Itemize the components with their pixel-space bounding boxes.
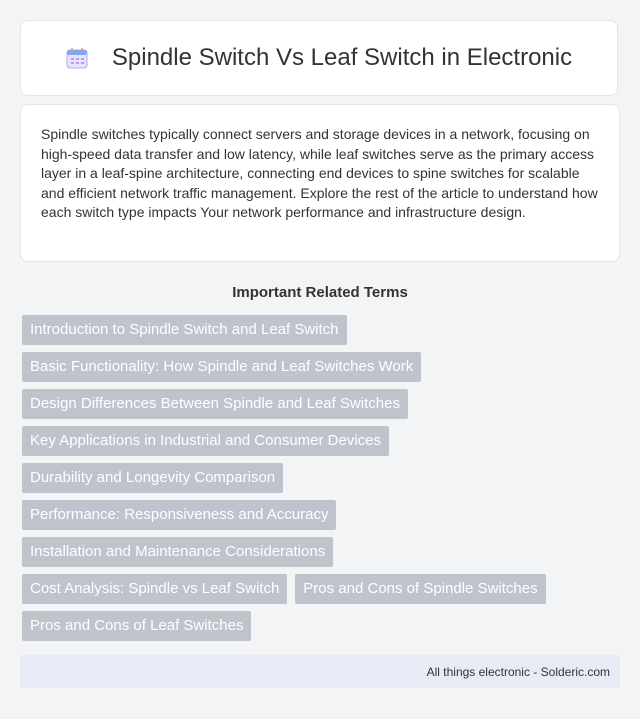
footer [20,655,620,688]
related-term-tag[interactable]: Installation and Maintenance Considerations [22,537,333,567]
summary-text: Spindle switches typically connect servers and storage devices in a network, focusing on high-speed data transfer and low latency, while leaf switches serve as the primary access layer in a leaf-spine architecture, connecting end devices to spine switches for scalable and efficient network traffic management. Explore the rest of the article to understand how each switch type impacts Your network performance and infrastructure design. [41,126,598,220]
related-term-tag[interactable]: Cost Analysis: Spindle vs Leaf Switch [22,574,287,604]
related-terms-list [22,315,612,648]
summary-card [20,104,620,262]
related-terms-heading: Important Related Terms [232,284,408,301]
related-term-tag[interactable]: Key Applications in Industrial and Consumer Devices [22,426,389,456]
related-term-tag[interactable]: Durability and Longevity Comparison [22,463,283,493]
related-term-tag[interactable]: Basic Functionality: How Spindle and Leaf Switches Work [22,352,421,382]
related-term-tag[interactable]: Pros and Cons of Spindle Switches [295,574,545,604]
header-card [20,20,618,96]
related-term-tag[interactable]: Introduction to Spindle Switch and Leaf Switch [22,315,347,345]
page-title: Spindle Switch Vs Leaf Switch in Electronic [111,44,573,71]
footer-text: All things electronic - Solderic.com [426,664,610,679]
related-term-tag[interactable]: Design Differences Between Spindle and Leaf Switches [22,389,408,419]
related-term-tag[interactable]: Performance: Responsiveness and Accuracy [22,500,336,530]
related-term-tag[interactable]: Pros and Cons of Leaf Switches [22,611,251,641]
calendar-icon [66,47,88,69]
